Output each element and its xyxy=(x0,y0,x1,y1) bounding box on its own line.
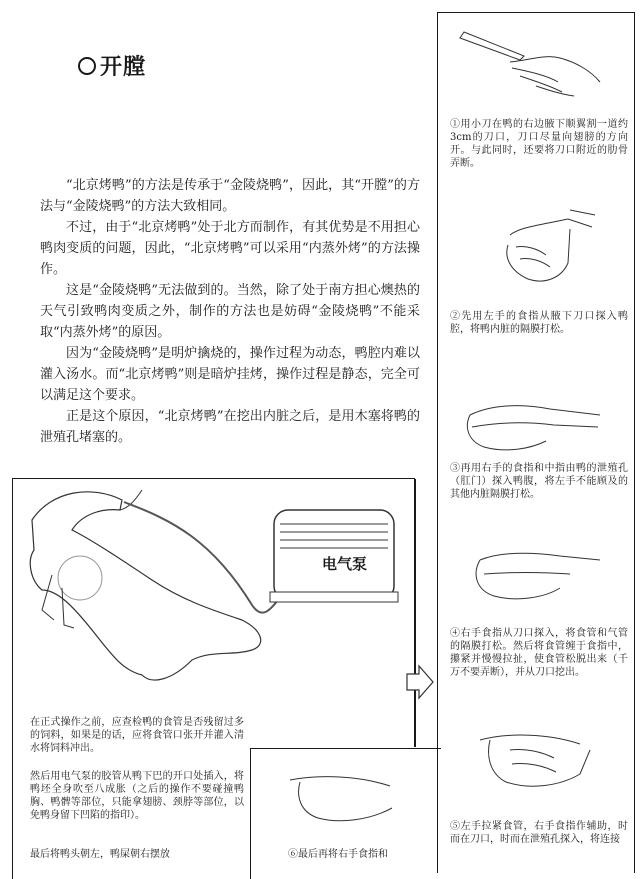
hand-finger-illustration xyxy=(450,205,610,285)
section-title-text: 开膛 xyxy=(100,54,147,80)
section-title xyxy=(78,50,146,81)
caption-2: 然后用电气泵的胶管从鸭下巴的开口处插入，将鸭坯全身吹至八成胀（之后的操作不要碰撞鸭胸、鸭髀等部位，只能拿翅膀、颈脖等部位，以免鸭身留下凹陷的指印）。 xyxy=(30,771,244,821)
paragraph: 因为“金陵烧鸭”是明炉擒烧的，操作过程为动态，鸭腔内难以灌入汤水。而“北京烤鸭”则是暗炉挂烤，操作过程是静态，完全可以满足这个要求。 xyxy=(40,346,420,403)
hand-pointing-illustration xyxy=(450,530,610,610)
caption-1: 在正式操作之前，应查检鸭的食管是否残留过多的饲料，如果是的话，应将食管口张开并灌入清水将饲料冲出。 xyxy=(30,717,244,754)
circle-icon xyxy=(78,57,96,75)
paragraph: “北京烤鸭”的方法是传承于“金陵烧鸭”，因此，其“开膛”的方法与“金陵烧鸭”的方法大致相同。 xyxy=(40,178,420,214)
hand-fist-illustration xyxy=(450,720,610,800)
paragraph: 这是“金陵烧鸭”无法做到的。当然，除了处于南方担心燠热的天气引致鸭肉变质之外，制作的方法也是妨碍“金陵烧鸭”不能采取“内蒸外烤”的原因。 xyxy=(40,283,420,340)
pump-label: 电气泵 xyxy=(322,555,368,573)
step-6: ⑥最后再将右手食指和 xyxy=(288,849,388,860)
step-3: ③再用右手的食指和中指由鸭的泄殖孔（肛门）探入鸭腹，将左手不能顾及的其他内脏隔膜打松。 xyxy=(450,463,628,500)
step-5: ⑤左手拉紧食管，右手食指作辅助，时而在刀口，时而在泄殖孔探入，将连接 xyxy=(450,821,628,845)
paragraph: 不过，由于“北京烤鸭”处于北方而制作，有其优势是不用担心鸭肉变质的问题，因此，“北京烤鸭”可以采用“内蒸外烤”的方法操作。 xyxy=(40,220,420,277)
caption-3: 最后将鸭头朝左，鸭屎朝右摆放 xyxy=(30,849,170,860)
arrow-right-icon xyxy=(405,662,435,702)
hand-grip-illustration xyxy=(280,760,420,830)
step-1: ①用小刀在鸭的右边腋下顺翼割一道约3cm的刀口，刀口尽量向翅膀的方向开。与此同时，还要将刀口附近的肋骨弄断。 xyxy=(450,119,628,169)
box-edge xyxy=(414,479,416,747)
hand-knife-illustration xyxy=(450,20,610,100)
step-2: ②先用左手的食指从腋下刀口探入鸭腔，将鸭内脏的隔膜打松。 xyxy=(450,311,628,335)
duck-pump-illustration xyxy=(12,480,412,710)
step-4: ④右手食指从刀口探入，将食管和气管的隔膜打松。然后将食管缠于食指中，攥紧并慢慢拉扯，使食管松脱出来（千万不要弄断），并从刀口挖出。 xyxy=(450,628,628,678)
paragraph: 正是这个原因，“北京烤鸭”在挖出内脏之后，是用木塞将鸭的泄殖孔堵塞的。 xyxy=(40,409,420,445)
body-text xyxy=(40,175,420,448)
hand-two-finger-illustration xyxy=(450,375,610,455)
